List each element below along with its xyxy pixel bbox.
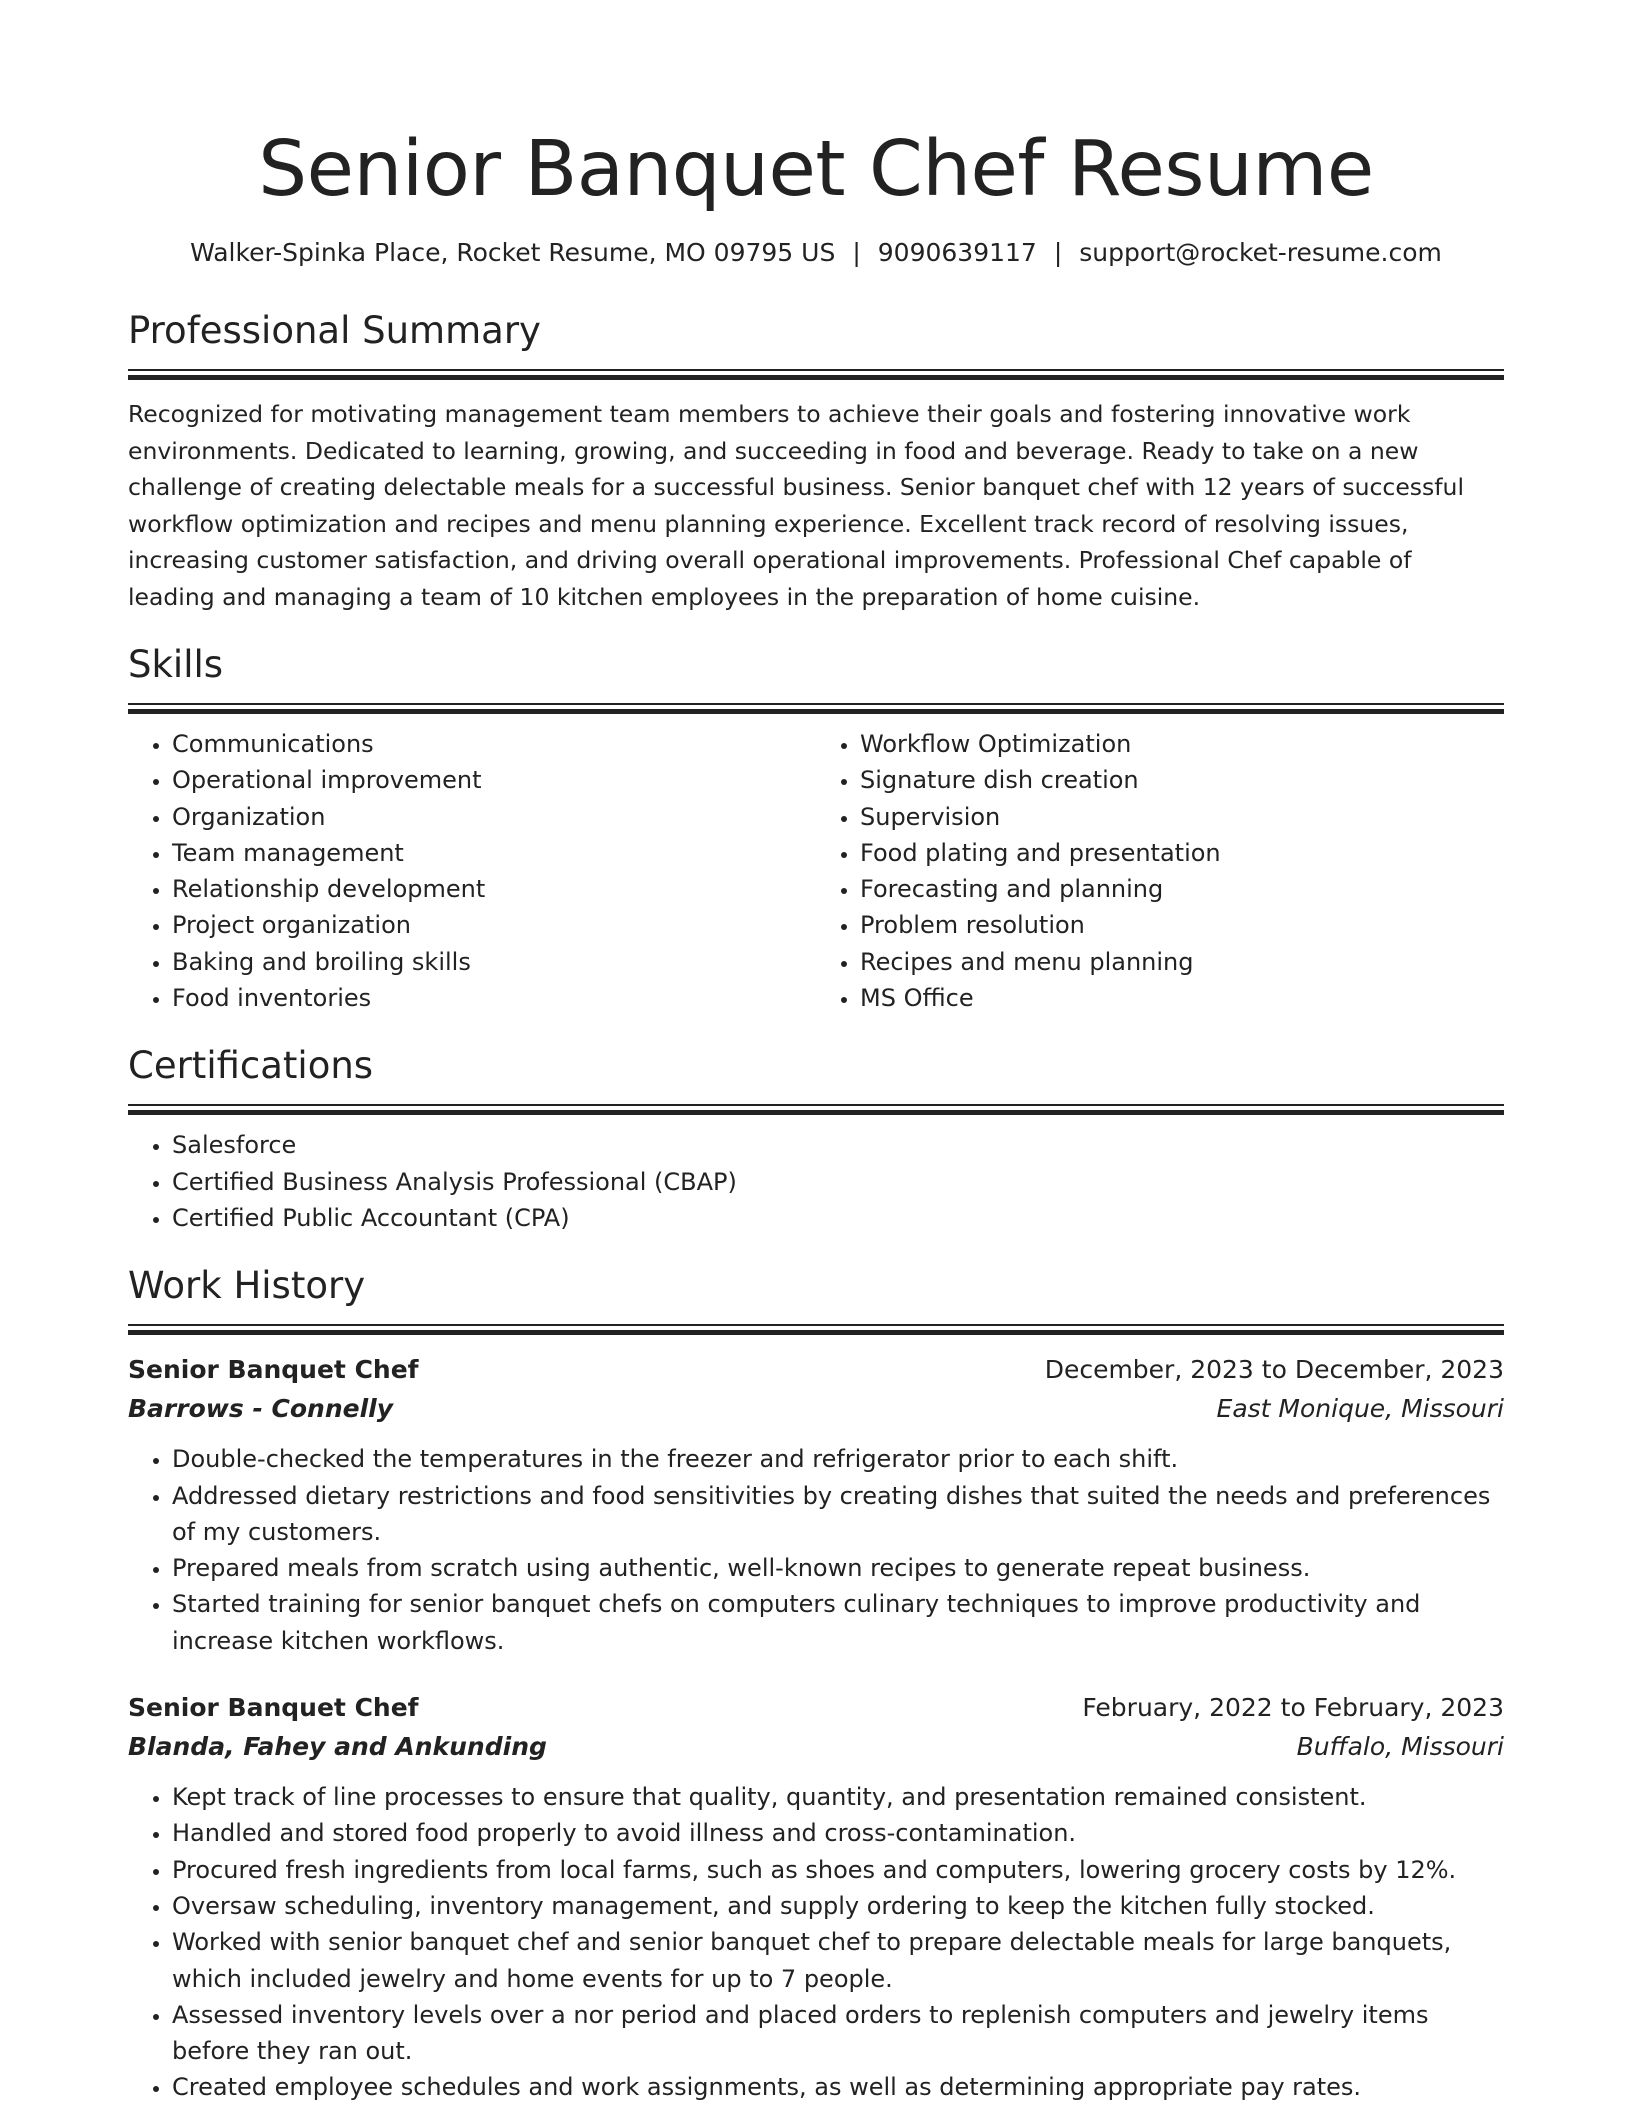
job-entry bbox=[128, 1351, 1504, 1659]
work-history-section bbox=[128, 1262, 1504, 2105]
skill-item: • Signature dish creation bbox=[860, 762, 1504, 798]
certifications-list bbox=[128, 1127, 1504, 1236]
skill-item: • Forecasting and planning bbox=[860, 871, 1504, 907]
job-bullet: • Assessed inventory levels over a nor period and placed orders to replenish computers and jewelry items before they ran out. bbox=[172, 1997, 1504, 2070]
section-heading: Certifications bbox=[128, 1044, 374, 1088]
skill-item: • Food inventories bbox=[172, 980, 816, 1016]
skill-item: • Supervision bbox=[860, 799, 1504, 835]
job-bullets bbox=[128, 1441, 1504, 1659]
skills-list-right bbox=[816, 726, 1504, 1016]
job-location: Buffalo, Missouri bbox=[1296, 1732, 1504, 1762]
skills-columns bbox=[128, 714, 1504, 1016]
skill-item: • Problem resolution bbox=[860, 907, 1504, 943]
skill-item: • Operational improvement bbox=[172, 762, 816, 798]
skill-item: • MS Office bbox=[860, 980, 1504, 1016]
skill-item: • Food plating and presentation bbox=[860, 835, 1504, 871]
skill-item: • Recipes and menu planning bbox=[860, 944, 1504, 980]
certification-item: • Certified Business Analysis Professional (CBAP) bbox=[172, 1164, 1504, 1200]
job-bullet: • Handled and stored food properly to avoid illness and cross-contamination. bbox=[172, 1815, 1504, 1851]
job-bullet: • Prepared meals from scratch using authentic, well-known recipes to generate repeat business. bbox=[172, 1550, 1504, 1586]
job-dates: December, 2023 to December, 2023 bbox=[1044, 1355, 1504, 1385]
section-heading: Work History bbox=[128, 1264, 366, 1308]
job-company-row bbox=[128, 1727, 1504, 1766]
job-bullet: • Started training for senior banquet chefs on computers culinary techniques to improve productivity and increase kitchen workflows. bbox=[172, 1586, 1504, 1659]
contact-separator: | bbox=[852, 238, 861, 267]
contact-email: support@rocket-resume.com bbox=[1079, 238, 1442, 267]
contact-separator: | bbox=[1053, 238, 1063, 267]
section-heading: Professional Summary bbox=[128, 309, 541, 352]
job-company: Barrows - Connelly bbox=[128, 1394, 394, 1424]
contact-phone: 9090639117 bbox=[877, 238, 1037, 267]
summary-section bbox=[128, 307, 1504, 615]
contact-line bbox=[128, 236, 1504, 270]
skill-item: • Relationship development bbox=[172, 871, 816, 907]
job-bullet: • Created employee schedules and work assignments, as well as determining appropriate pay rates. bbox=[172, 2069, 1504, 2105]
job-location: East Monique, Missouri bbox=[1216, 1394, 1504, 1424]
job-company: Blanda, Fahey and Ankunding bbox=[128, 1732, 547, 1762]
job-bullet: • Worked with senior banquet chef and senior banquet chef to prepare delectable meals for large banquets, which included jewelry and home events for up to 7 people. bbox=[172, 1924, 1504, 1997]
skill-item: • Team management bbox=[172, 835, 816, 871]
skill-item: • Workflow Optimization bbox=[860, 726, 1504, 762]
skills-list-left bbox=[128, 726, 816, 1016]
skill-item: • Communications bbox=[172, 726, 816, 762]
certifications-section bbox=[128, 1042, 1504, 1236]
certification-item: • Salesforce bbox=[172, 1127, 1504, 1163]
job-bullet: • Oversaw scheduling, inventory management, and supply ordering to keep the kitchen fully stocked. bbox=[172, 1888, 1504, 1924]
job-header-row bbox=[128, 1689, 1504, 1727]
section-heading: Skills bbox=[128, 643, 224, 686]
job-company-row bbox=[128, 1389, 1504, 1428]
certification-item: • Certified Public Accountant (CPA) bbox=[172, 1200, 1504, 1236]
section-divider bbox=[128, 369, 1504, 380]
job-bullet: • Procured fresh ingredients from local farms, such as shoes and computers, lowering grocery costs by 12%. bbox=[172, 1852, 1504, 1888]
section-divider bbox=[128, 703, 1504, 714]
job-title: Senior Banquet Chef bbox=[128, 1355, 419, 1385]
job-bullets bbox=[128, 1779, 1504, 2106]
job-title: Senior Banquet Chef bbox=[128, 1693, 419, 1723]
contact-address: Walker-Spinka Place, Rocket Resume, MO 09795 US bbox=[190, 238, 836, 267]
job-bullet: • Addressed dietary restrictions and food sensitivities by creating dishes that suited the needs and preferences of my customers. bbox=[172, 1478, 1504, 1551]
skill-item: • Baking and broiling skills bbox=[172, 944, 816, 980]
summary-text: Recognized for motivating management team members to achieve their goals and fostering innovative work environments. Dedicated to learning, growing, and succeeding in food and beverage. Ready to take on a new challenge of creating delectable meals for a successful business. Senior banquet chef with 12 years of successful workflow optimization and recipes and menu planning experience. Excellent track record of resolving issues, increasing customer satisfaction, and driving overall operational improvements. Professional Chef capable of leading and managing a team of 10 kitchen employees in the preparation of home cuisine. bbox=[128, 400, 1464, 611]
job-bullet: • Kept track of line processes to ensure that quality, quantity, and presentation remained consistent. bbox=[172, 1779, 1504, 1815]
job-header-row bbox=[128, 1351, 1504, 1389]
skill-item: • Organization bbox=[172, 799, 816, 835]
job-dates: February, 2022 to February, 2023 bbox=[1082, 1693, 1504, 1723]
section-divider bbox=[128, 1324, 1504, 1335]
job-entry bbox=[128, 1689, 1504, 2106]
section-divider bbox=[128, 1104, 1504, 1115]
skill-item: • Project organization bbox=[172, 907, 816, 943]
resume-title: Senior Banquet Chef Resume bbox=[258, 125, 1374, 214]
skills-section bbox=[128, 641, 1504, 1016]
job-bullet: • Double-checked the temperatures in the freezer and refrigerator prior to each shift. bbox=[172, 1441, 1504, 1477]
